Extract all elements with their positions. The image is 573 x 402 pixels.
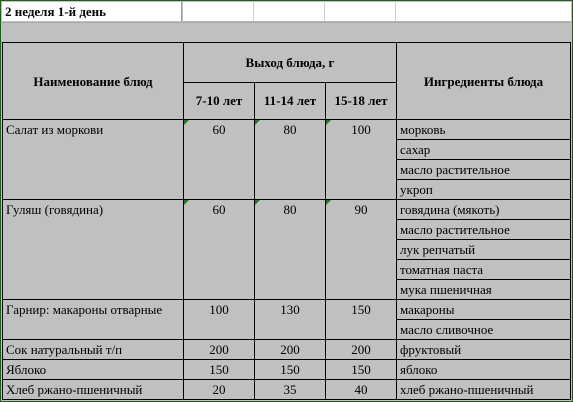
- header-ingredients[interactable]: Ингредиенты блюда: [397, 43, 571, 120]
- yield-cell[interactable]: 60: [184, 200, 255, 300]
- ingredient-cell[interactable]: лук репчатый: [397, 240, 571, 260]
- dish-name-cell[interactable]: Сок натуральный т/п: [3, 340, 184, 360]
- yield-cell[interactable]: 150: [326, 360, 397, 380]
- header-age-11-14[interactable]: 11-14 лет: [255, 82, 326, 120]
- yield-cell[interactable]: 100: [184, 300, 255, 340]
- ingredient-cell[interactable]: фруктовый: [397, 340, 571, 360]
- menu-table: [2, 42, 571, 400]
- header-age-7-10[interactable]: 7-10 лет: [184, 82, 255, 120]
- dish-name-cell[interactable]: Яблоко: [3, 360, 184, 380]
- yield-cell[interactable]: 150: [326, 300, 397, 340]
- yield-cell[interactable]: 80: [255, 120, 326, 200]
- yield-cell[interactable]: 200: [184, 340, 255, 360]
- yield-cell[interactable]: 150: [184, 360, 255, 380]
- gridline: [395, 2, 396, 21]
- yield-cell[interactable]: 200: [326, 340, 397, 360]
- yield-cell[interactable]: 40: [326, 380, 397, 400]
- yield-cell[interactable]: 60: [184, 120, 255, 200]
- table-row: [3, 380, 571, 400]
- header-dish-name[interactable]: Наименование блюд: [3, 43, 184, 120]
- dish-name-cell[interactable]: Салат из моркови: [3, 120, 184, 200]
- ingredient-cell[interactable]: мука пшеничная: [397, 280, 571, 300]
- yield-cell[interactable]: 35: [255, 380, 326, 400]
- empty-top-cells[interactable]: [183, 2, 571, 22]
- table-row: [3, 360, 571, 380]
- dish-name-cell[interactable]: Гарнир: макароны отварные: [3, 300, 184, 340]
- dish-name-cell[interactable]: Хлеб ржано-пшеничный: [3, 380, 184, 400]
- dish-name-cell[interactable]: Гуляш (говядина): [3, 200, 184, 300]
- ingredient-cell[interactable]: макароны: [397, 300, 571, 320]
- yield-cell[interactable]: 100: [326, 120, 397, 200]
- sheet-title: 2 неделя 1-й день: [5, 4, 107, 19]
- ingredient-cell[interactable]: томатная паста: [397, 260, 571, 280]
- header-yield[interactable]: Выход блюда, г: [184, 43, 397, 83]
- yield-cell[interactable]: 200: [255, 340, 326, 360]
- ingredient-cell[interactable]: сахар: [397, 140, 571, 160]
- gridline: [324, 2, 325, 21]
- table-row: [3, 200, 571, 220]
- gridline: [253, 2, 254, 21]
- gridline: [2, 22, 571, 23]
- table-row: [3, 340, 571, 360]
- header-age-15-18[interactable]: 15-18 лет: [326, 82, 397, 120]
- yield-cell[interactable]: 20: [184, 380, 255, 400]
- ingredient-cell[interactable]: масло растительное: [397, 220, 571, 240]
- ingredient-cell[interactable]: масло растительное: [397, 160, 571, 180]
- yield-cell[interactable]: 90: [326, 200, 397, 300]
- ingredient-cell[interactable]: хлеб ржано-пшеничный: [397, 380, 571, 400]
- header-row: [3, 43, 571, 83]
- sheet-title-cell[interactable]: [2, 2, 182, 21]
- ingredient-cell[interactable]: укроп: [397, 180, 571, 200]
- ingredient-cell[interactable]: морковь: [397, 120, 571, 140]
- yield-cell[interactable]: 150: [255, 360, 326, 380]
- yield-cell[interactable]: 130: [255, 300, 326, 340]
- table-row: [3, 120, 571, 140]
- yield-cell[interactable]: 80: [255, 200, 326, 300]
- ingredient-cell[interactable]: масло сливочное: [397, 320, 571, 340]
- ingredient-cell[interactable]: яблоко: [397, 360, 571, 380]
- ingredient-cell[interactable]: говядина (мякоть): [397, 200, 571, 220]
- table-row: [3, 300, 571, 320]
